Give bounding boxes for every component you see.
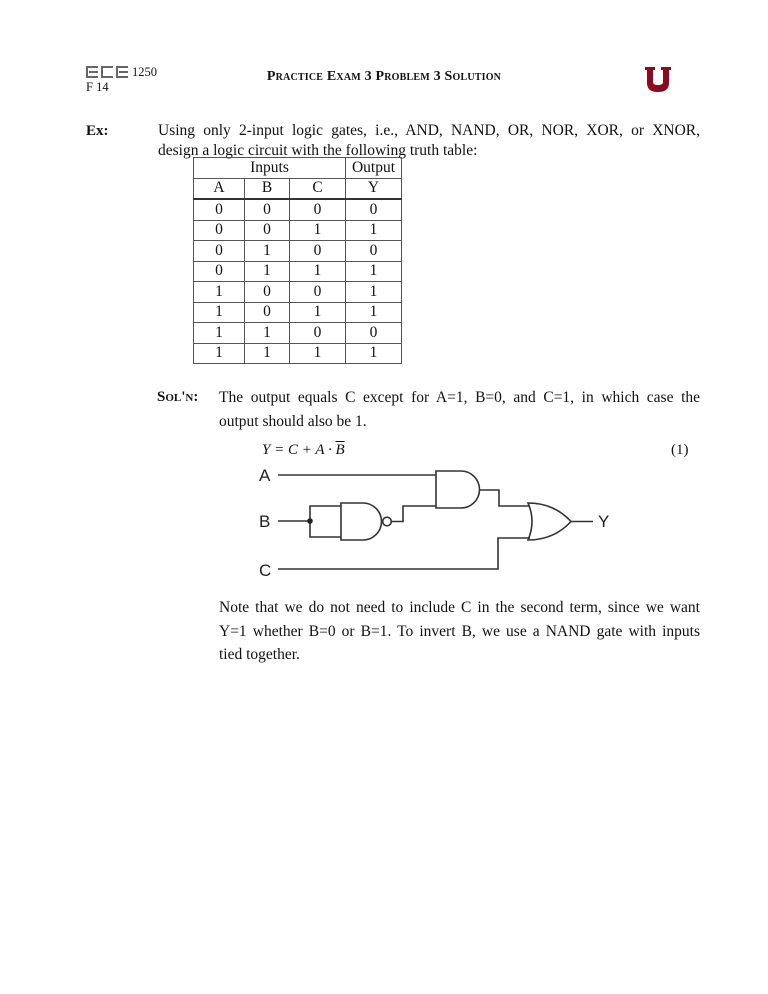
cell: 0 — [245, 282, 290, 303]
exercise-label: Ex: — [86, 123, 109, 139]
cell: 0 — [245, 302, 290, 323]
junction-dot-icon — [307, 518, 313, 524]
wire-nand-out — [391, 506, 436, 522]
cell: 1 — [346, 343, 402, 364]
cell: 0 — [346, 241, 402, 262]
course-number: 1250 — [132, 65, 157, 79]
page-title: Practice Exam 3 Problem 3 Solution — [266, 69, 502, 84]
equation-number: (1) — [671, 442, 689, 458]
cell: 0 — [290, 199, 346, 220]
cell: 0 — [245, 220, 290, 241]
cell: 0 — [245, 199, 290, 220]
column-header-a: A — [194, 178, 245, 199]
cell: 1 — [245, 323, 290, 344]
wire-b-tie — [310, 506, 341, 537]
solution-label: Sol'n: — [157, 389, 199, 405]
nand-gate-icon — [341, 503, 382, 540]
equation: $Y = C + A \cdot \overline{B}$ — [262, 442, 345, 458]
cell: 1 — [245, 241, 290, 262]
cell: 1 — [290, 261, 346, 282]
and-gate-icon — [436, 471, 480, 508]
note-paragraph: Note that we do not need to include C in the second term, since we want Y=1 whether B=0 or B=1. To invert B, we use a NAND gate with inputs tied together. — [219, 599, 700, 663]
cell: 1 — [245, 261, 290, 282]
cell: 0 — [290, 241, 346, 262]
column-header-b: B — [245, 178, 290, 199]
cell: 1 — [346, 302, 402, 323]
cell: 1 — [346, 220, 402, 241]
cell: 0 — [194, 261, 245, 282]
nand-bubble-icon — [383, 517, 392, 526]
cell: 0 — [194, 220, 245, 241]
cell: 1 — [194, 343, 245, 364]
cell: 1 — [290, 302, 346, 323]
wire-and-out — [480, 490, 531, 506]
cell: 0 — [346, 323, 402, 344]
cell: 1 — [194, 302, 245, 323]
cell: 1 — [194, 282, 245, 303]
column-header-c: C — [290, 178, 346, 199]
wire-c — [278, 538, 530, 569]
cell: 1 — [245, 343, 290, 364]
output-label-y: Y — [598, 512, 610, 531]
cell: 0 — [194, 241, 245, 262]
inputs-header: Inputs — [194, 158, 346, 179]
exercise-prompt: Using only 2-input logic gates, i.e., AND, NAND, OR, NOR, XOR, or XNOR, design a logic circuit with the following truth table: — [158, 122, 700, 159]
cell: 1 — [346, 282, 402, 303]
cell: 1 — [290, 343, 346, 364]
or-gate-icon — [528, 503, 571, 540]
solution-text: The output equals C except for A=1, B=0, and C=1, in which case the output should also be 1. — [219, 389, 700, 430]
input-label-a: A — [259, 466, 271, 485]
cell: 1 — [194, 323, 245, 344]
cell: 1 — [290, 220, 346, 241]
column-header-y: Y — [346, 178, 402, 199]
cell: 0 — [290, 282, 346, 303]
cell: 0 — [194, 199, 245, 220]
cell: 0 — [346, 199, 402, 220]
cell: 1 — [346, 261, 402, 282]
cell: 0 — [290, 323, 346, 344]
term-label: F 14 — [86, 80, 109, 94]
b-bar: $\overline{B}$ — [335, 442, 345, 458]
input-label-c: C — [259, 561, 272, 580]
input-label-b: B — [259, 512, 271, 531]
output-header: Output — [346, 158, 402, 179]
